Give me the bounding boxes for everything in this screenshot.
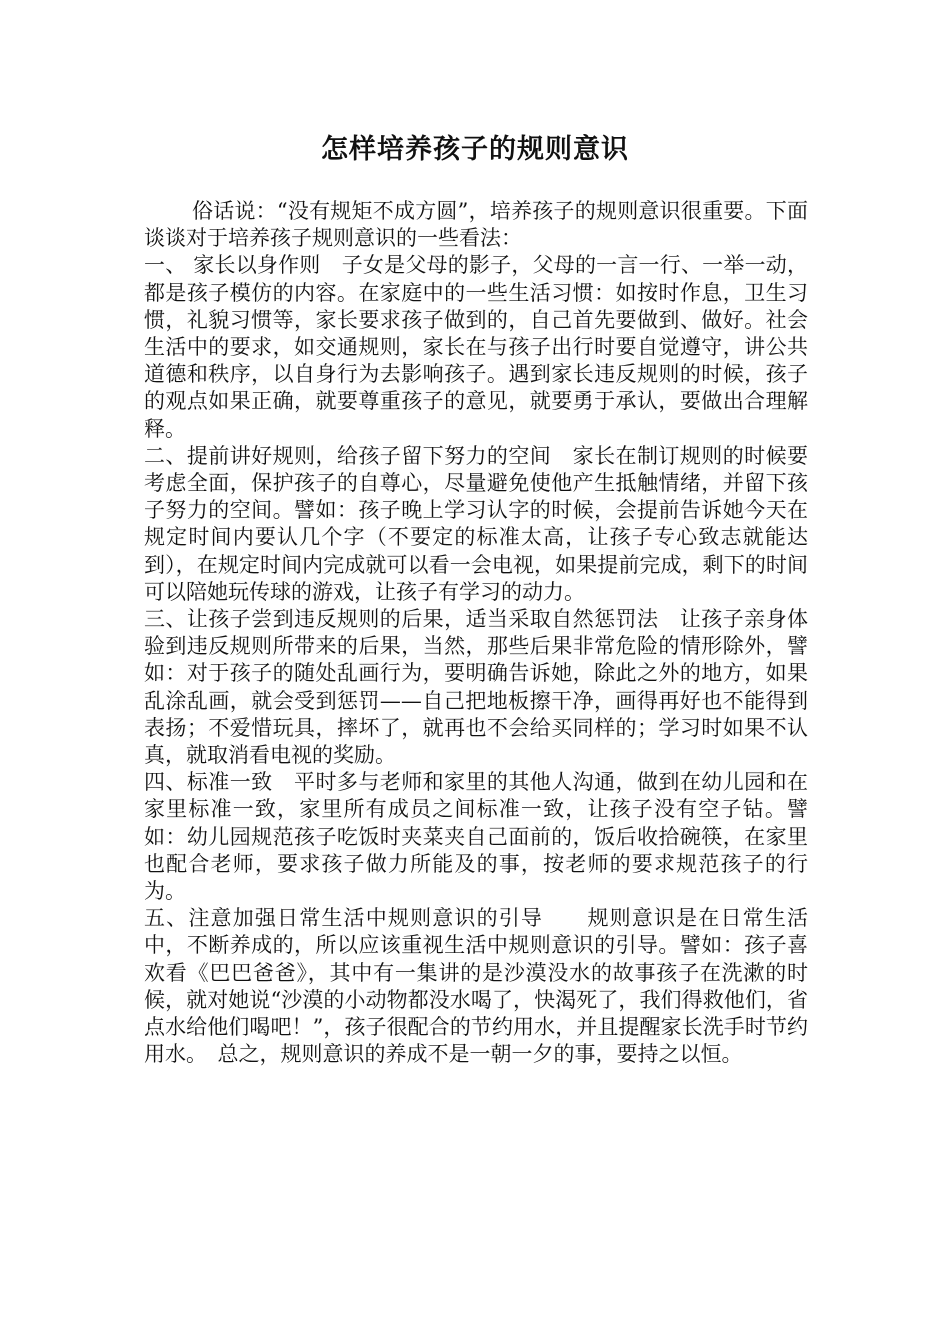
paragraph-intro: 俗话说：“没有规矩不成方圆”，培养孩子的规则意识很重要。下面谈谈对于培养孩子规则意识的一些看法： [144,199,808,251]
paragraph-section-4: 四、标准一致 平时多与老师和家里的其他人沟通，做到在幼儿园和在家里标准一致，家里所有成员之间标准一致，让孩子没有空子钻。譬如：幼儿园规范孩子吃饭时夹菜夹自己面前的，饭后收拾碗筷，在家里也配合老师，要求孩子做力所能及的事，按老师的要求规范孩子的行为。 [144,770,808,904]
paragraph-section-3: 三、让孩子尝到违反规则的后果，适当采取自然惩罚法 让孩子亲身体验到违反规则所带来的后果，当然，那些后果非常危险的情形除外，譬如：对于孩子的随处乱画行为，要明确告诉她，除此之外的地方，如果乱涂乱画，就会受到惩罚——自己把地板擦干净，画得再好也不能得到表扬；不爱惜玩具，摔坏了，就再也不会给买同样的；学习时如果不认真，就取消看电视的奖励。 [144,607,808,768]
paragraph-section-5: 五、注意加强日常生活中规则意识的引导 规则意识是在日常生活中，不断养成的，所以应该重视生活中规则意识的引导。譬如：孩子喜欢看《巴巴爸爸》，其中有一集讲的是沙漠没水的故事孩子在洗漱的时候，就对她说“沙漠的小动物都没水喝了，快渴死了，我们得救他们，省点水给他们喝吧！”，孩子很配合的节约用水，并且提醒家长洗手时节约用水。 总之，规则意识的养成不是一朝一夕的事，要持之以恒。 [144,906,808,1067]
paragraph-section-1: 一、 家长以身作则 子女是父母的影子，父母的一言一行、一举一动，都是孩子模仿的内容。在家庭中的一些生活习惯：如按时作息，卫生习惯，礼貌习惯等，家长要求孩子做到的，自己首先要做到、做好。社会生活中的要求，如交通规则，家长在与孩子出行时要自觉遵守，讲公共道德和秩序，以自身行为去影响孩子。遇到家长违反规则的时候，孩子的观点如果正确，就要尊重孩子的意见，就要勇于承认，要做出合理解释。 [144,253,808,441]
document-body [144,198,808,1069]
document-title: 怎样培养孩子的规则意识 [321,134,629,165]
paragraph-section-2: 二、提前讲好规则，给孩子留下努力的空间 家长在制订规则的时候要考虑全面，保护孩子的自尊心，尽量避免使他产生抵触情绪，并留下孩子努力的空间。譬如：孩子晚上学习认字的时候，会提前告诉她今天在规定时间内要认几个字（不要定的标准太高，让孩子专心致志就能达到），在规定时间内完成就可以看一会电视，如果提前完成，剩下的时间可以陪她玩传球的游戏，让孩子有学习的动力。 [144,443,808,604]
